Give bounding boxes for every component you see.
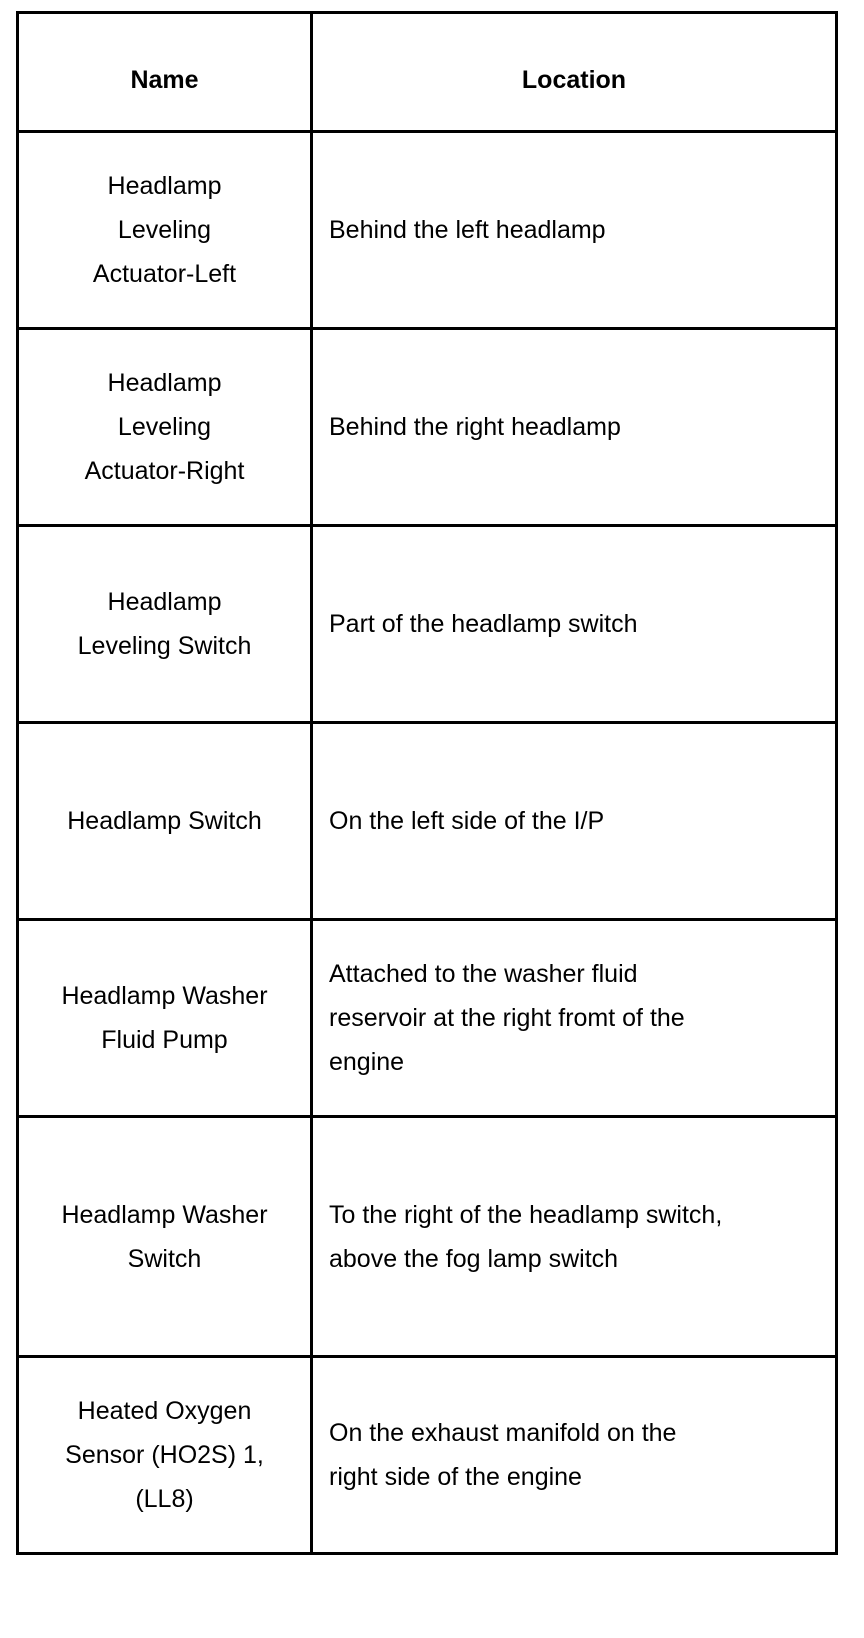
- table-row: [18, 1117, 837, 1357]
- name-text: Headlamp Washer Fluid Pump: [61, 982, 268, 1054]
- name-text: Heated Oxygen Sensor (HO2S) 1, (LL8): [65, 1397, 264, 1513]
- name-text: Headlamp Leveling Actuator-Right: [84, 369, 245, 485]
- table-row: [18, 526, 837, 723]
- location-text: Behind the left headlamp: [329, 216, 606, 244]
- location-cell: [312, 723, 837, 920]
- component-location-table: [16, 11, 838, 1555]
- name-text: Headlamp Leveling Switch: [77, 588, 252, 660]
- name-cell: [18, 329, 312, 526]
- location-text: On the exhaust manifold on the right side of the engine: [329, 1419, 677, 1491]
- location-cell: [312, 132, 837, 329]
- name-cell: [18, 723, 312, 920]
- header-name: Name: [18, 13, 312, 132]
- table-row: [18, 1357, 837, 1554]
- location-cell: [312, 329, 837, 526]
- table-header: [18, 13, 837, 132]
- name-text: Headlamp Switch: [67, 807, 262, 835]
- location-text: Attached to the washer fluid reservoir at the right fromt of the engine: [329, 960, 685, 1076]
- location-text: Behind the right headlamp: [329, 413, 621, 441]
- name-cell: [18, 132, 312, 329]
- name-text: Headlamp Leveling Actuator-Left: [92, 172, 237, 288]
- table-row: [18, 723, 837, 920]
- location-text: On the left side of the I/P: [329, 807, 605, 835]
- location-cell: [312, 526, 837, 723]
- header-location: Location: [312, 13, 837, 132]
- table-row: [18, 329, 837, 526]
- name-cell: [18, 1357, 312, 1554]
- name-cell: [18, 1117, 312, 1357]
- header-row: [18, 13, 837, 132]
- table-row: [18, 132, 837, 329]
- name-cell: [18, 526, 312, 723]
- name-text: Headlamp Washer Switch: [61, 1200, 268, 1273]
- table-body: [18, 132, 837, 1554]
- location-cell: [312, 1117, 837, 1357]
- name-cell: [18, 920, 312, 1117]
- location-text: To the right of the headlamp switch, above the fog lamp switch: [329, 1200, 723, 1273]
- table-row: [18, 920, 837, 1117]
- location-text: Part of the headlamp switch: [329, 610, 638, 638]
- location-cell: [312, 920, 837, 1117]
- location-cell: [312, 1357, 837, 1554]
